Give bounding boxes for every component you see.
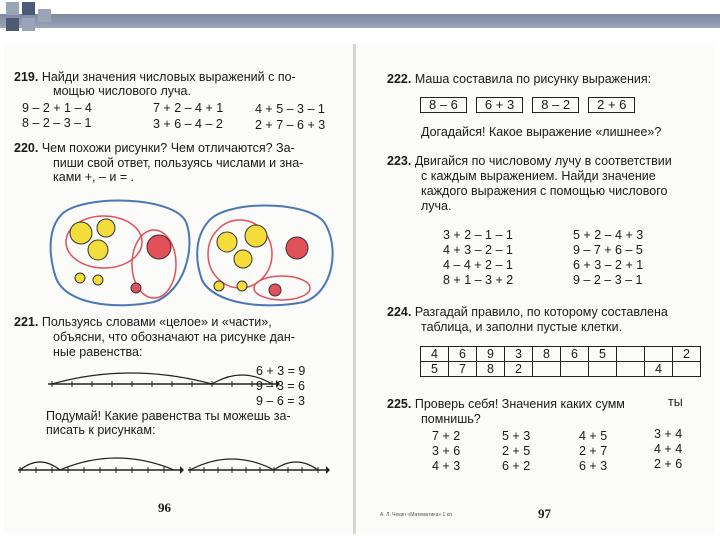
table-cell bbox=[617, 362, 645, 377]
sum-expression: 7 + 2 bbox=[432, 429, 461, 443]
boxed-expression: 6 + 3 bbox=[476, 97, 523, 113]
expression: 9 – 2 – 3 – 1 bbox=[573, 273, 643, 287]
task-223-heading bbox=[387, 154, 672, 168]
table-cell: 8 bbox=[477, 362, 505, 377]
equation: 6 + 3 = 9 bbox=[256, 364, 306, 378]
task-225-text-tail: ты bbox=[668, 395, 683, 409]
yellow-circle bbox=[234, 250, 252, 268]
task-text: Разгадай правило, по которому составлена bbox=[414, 305, 668, 319]
sum-expression: 4 + 3 bbox=[432, 459, 461, 473]
number-lines-bottom bbox=[12, 440, 332, 480]
task-223-text-2: с каждым выражением. Найди значение bbox=[421, 169, 656, 183]
sum-expression: 2 + 7 bbox=[579, 444, 608, 458]
task-225-text-2: помнишь? bbox=[421, 412, 481, 426]
circle-sets-illustration bbox=[44, 192, 344, 312]
table-cell: 4 bbox=[645, 362, 673, 377]
expression: 3 + 2 – 1 – 1 bbox=[443, 228, 513, 242]
boxed-expression: 8 – 6 bbox=[420, 97, 467, 113]
expression: 4 – 4 + 2 – 1 bbox=[443, 258, 513, 272]
task-223-text-3: каждого выражения с помощью числового bbox=[421, 184, 668, 198]
task-222-heading bbox=[387, 72, 651, 86]
task-number: 220. bbox=[14, 141, 39, 155]
expression: 5 + 2 – 4 + 3 bbox=[573, 228, 644, 242]
sum-expression: 4 + 4 bbox=[654, 442, 683, 456]
task-text: Найди значения числовых выражений с по- bbox=[41, 70, 296, 84]
task-221-text-2: объясни, что обозначают на рисунке дан- bbox=[53, 330, 295, 344]
task-text: Проверь себя! Значения каких сумм bbox=[414, 397, 625, 411]
table-cell: 5 bbox=[589, 347, 617, 362]
table-cell: 8 bbox=[533, 347, 561, 362]
slide-square-1 bbox=[6, 2, 19, 15]
task-219-text-2: мощью числового луча. bbox=[53, 84, 191, 98]
page-number-right: 97 bbox=[538, 506, 551, 521]
yellow-circle bbox=[237, 281, 247, 291]
red-circle bbox=[269, 284, 281, 296]
table-cell bbox=[645, 347, 673, 362]
expression: 9 – 2 + 1 – 4 bbox=[22, 101, 92, 115]
red-circle bbox=[131, 283, 141, 293]
table-row bbox=[421, 347, 701, 362]
equation: 9 – 3 = 6 bbox=[256, 379, 305, 393]
slide-square-3 bbox=[6, 18, 19, 31]
task-number: 222. bbox=[387, 72, 412, 86]
expression: 3 + 6 – 4 – 2 bbox=[153, 117, 223, 131]
table-cell: 7 bbox=[449, 362, 477, 377]
table-cell bbox=[617, 347, 645, 362]
task-225-heading bbox=[387, 397, 625, 411]
boxed-expressions bbox=[420, 97, 644, 113]
page-spine bbox=[353, 44, 356, 534]
task-text: Чем похожи рисунки? Чем отличаются? За- bbox=[41, 141, 295, 155]
task-221-think-2: писать к рисункам: bbox=[46, 423, 156, 437]
yellow-circle bbox=[214, 281, 224, 291]
table-row bbox=[421, 362, 701, 377]
table-cell: 2 bbox=[505, 362, 533, 377]
task-224-heading bbox=[387, 305, 668, 319]
task-220-heading bbox=[14, 141, 295, 155]
table-cell: 6 bbox=[449, 347, 477, 362]
task-221-text-3: ные равенства: bbox=[53, 345, 143, 359]
sum-expression: 4 + 5 bbox=[579, 429, 608, 443]
slide-title-bar bbox=[0, 14, 720, 28]
task-text: Пользуясь словами «целое» и «части», bbox=[41, 315, 272, 329]
table-cell bbox=[673, 362, 701, 377]
yellow-circle bbox=[70, 222, 92, 244]
table-cell: 3 bbox=[505, 347, 533, 362]
sum-expression: 6 + 3 bbox=[579, 459, 608, 473]
sum-expression: 2 + 5 bbox=[502, 444, 531, 458]
slide-square-2 bbox=[22, 2, 35, 15]
sum-expression: 2 + 6 bbox=[654, 457, 683, 471]
sum-expression: 3 + 4 bbox=[654, 427, 683, 441]
task-number: 225. bbox=[387, 397, 412, 411]
task-220-text-3: ками +, – и = . bbox=[53, 170, 135, 184]
expression: 4 + 5 – 3 – 1 bbox=[255, 102, 325, 116]
yellow-circle bbox=[217, 232, 237, 252]
task-text: Маша составила по рисунку выражения: bbox=[414, 72, 652, 86]
table-cell: 6 bbox=[561, 347, 589, 362]
expression: 9 – 7 + 6 – 5 bbox=[573, 243, 643, 257]
table-cell: 4 bbox=[421, 347, 449, 362]
number-table bbox=[420, 346, 701, 377]
task-223-text-4: луча. bbox=[421, 199, 452, 213]
sum-expression: 6 + 2 bbox=[502, 459, 531, 473]
expression: 8 – 2 – 3 – 1 bbox=[22, 116, 92, 130]
page-number-left: 96 bbox=[158, 500, 171, 515]
task-220-text-2: пиши свой ответ, пользуясь числами и зна- bbox=[53, 156, 304, 170]
table-cell: 9 bbox=[477, 347, 505, 362]
expression: 2 + 7 – 6 + 3 bbox=[255, 118, 326, 132]
red-circle bbox=[147, 235, 171, 259]
task-224-text-2: таблица, и заполни пустые клетки. bbox=[421, 320, 623, 334]
yellow-circle bbox=[75, 273, 85, 283]
task-number: 224. bbox=[387, 305, 412, 319]
table-cell: 5 bbox=[421, 362, 449, 377]
task-221-heading bbox=[14, 315, 272, 329]
task-219-heading bbox=[14, 70, 296, 84]
slide-square-4 bbox=[22, 18, 35, 31]
equation: 9 – 6 = 3 bbox=[256, 394, 305, 408]
expression: 7 + 2 – 4 + 1 bbox=[153, 101, 224, 115]
table-cell bbox=[533, 362, 561, 377]
red-outline-right-small bbox=[254, 276, 310, 300]
yellow-circle bbox=[245, 225, 267, 247]
expression: 6 + 3 – 2 + 1 bbox=[573, 258, 644, 272]
yellow-circle bbox=[93, 275, 103, 285]
expression: 4 + 3 – 2 – 1 bbox=[443, 243, 513, 257]
boxed-expression: 8 – 2 bbox=[532, 97, 579, 113]
red-circle bbox=[286, 237, 308, 259]
page-footer-credit: А. Л. Чекин «Математика» 1 кл. bbox=[380, 512, 454, 518]
sum-expression: 5 + 3 bbox=[502, 429, 531, 443]
task-222-guess: Догадайся! Какое выражение «лишнее»? bbox=[421, 125, 662, 139]
task-number: 219. bbox=[14, 70, 39, 84]
yellow-circle bbox=[97, 219, 115, 237]
boxed-expression: 2 + 6 bbox=[588, 97, 635, 113]
task-text: Двигайся по числовому лучу в соответствии bbox=[414, 154, 672, 168]
yellow-circle bbox=[88, 240, 108, 260]
table-cell bbox=[589, 362, 617, 377]
sum-expression: 3 + 6 bbox=[432, 444, 461, 458]
table-cell bbox=[561, 362, 589, 377]
slide-square-5 bbox=[38, 9, 51, 22]
task-number: 223. bbox=[387, 154, 412, 168]
task-number: 221. bbox=[14, 315, 39, 329]
number-line-221 bbox=[40, 364, 280, 394]
table-cell: 2 bbox=[673, 347, 701, 362]
expression: 8 + 1 – 3 + 2 bbox=[443, 273, 514, 287]
task-221-think-1: Подумай! Какие равенства ты можешь за- bbox=[46, 409, 291, 423]
